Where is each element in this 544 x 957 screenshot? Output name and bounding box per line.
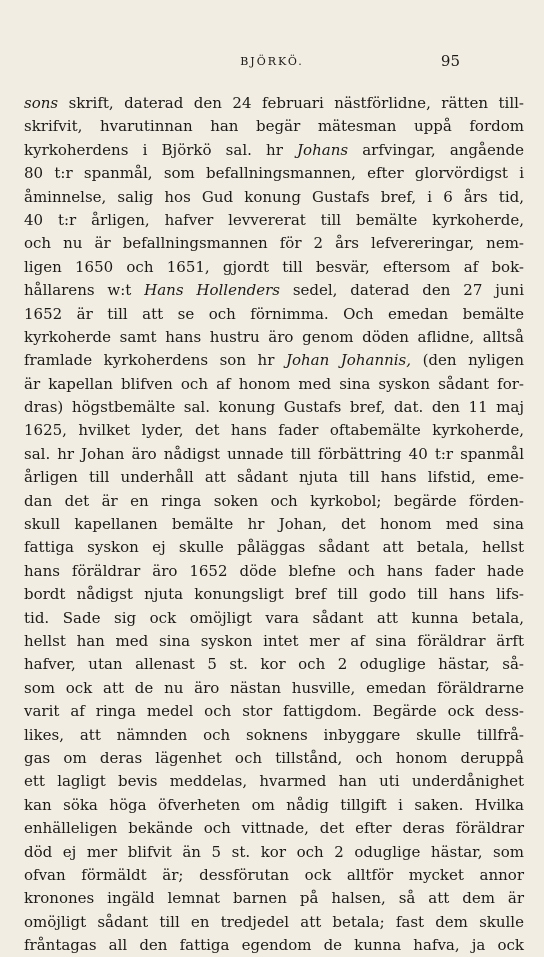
text-run: död ej mer blifvit än 5 st. kor och 2 oduglige hästar, som	[24, 842, 524, 861]
text-run: likes, att nämnden och soknens inbyggare skulle tillfrå-	[24, 725, 524, 744]
text-run: och nu är befallningsmannen för 2 års lefvereringar, nem-	[24, 234, 524, 253]
text-run: skull kapellanen bemälte hr Johan, det honom med sina	[24, 515, 524, 534]
text-line	[24, 349, 524, 372]
text-run: arfvingar, angående	[348, 140, 524, 159]
text-line	[24, 817, 524, 840]
text-line	[24, 396, 524, 419]
text-line	[24, 92, 524, 115]
text-run: sedel, daterad den 27 juni	[279, 281, 524, 300]
text-line	[24, 911, 524, 934]
text-line	[24, 139, 524, 162]
text-line	[24, 279, 524, 302]
text-line	[24, 466, 524, 489]
text-line	[24, 373, 524, 396]
text-run: dras) högstbemälte sal. konung Gustafs bref, dat. den 11 maj	[24, 398, 524, 417]
text-line	[24, 232, 524, 255]
text-line	[24, 653, 524, 676]
text-run: ofvan förmäldt är; dessförutan ock alltför mycket annor	[24, 865, 524, 884]
text-line	[24, 186, 524, 209]
text-run: som ock att de nu äro nästan husville, emedan föräldrarne	[24, 678, 524, 697]
text-line	[24, 303, 524, 326]
text-line	[24, 513, 524, 536]
text-run: 80 t:r spanmål, som befallningsmannen, efter glorvördigst i	[24, 164, 524, 183]
running-head	[0, 52, 544, 72]
italic-text: sons	[24, 94, 59, 112]
text-line	[24, 794, 524, 817]
text-run: gas om deras lägenhet och tillstånd, och honom deruppå	[24, 748, 524, 767]
text-line	[24, 326, 524, 349]
text-line	[24, 560, 524, 583]
text-line	[24, 887, 524, 910]
text-line	[24, 443, 524, 466]
text-line	[24, 115, 524, 138]
text-line	[24, 724, 524, 747]
text-line	[24, 607, 524, 630]
text-run: 1625, hvilket lyder, det hans fader oftabemälte kyrkoherde,	[24, 421, 524, 440]
text-run: kyrkoherde samt hans hustru äro genom döden aflidne, alltså	[24, 327, 524, 346]
text-run: dan det är en ringa soken och kyrkobol; begärde förden-	[24, 491, 524, 510]
text-line	[24, 864, 524, 887]
text-run: skrifvit, hvarutinnan han begär mätesman uppå fordom	[24, 117, 524, 136]
text-line	[24, 490, 524, 513]
text-line	[24, 677, 524, 700]
text-line	[24, 770, 524, 793]
body-text	[24, 92, 524, 957]
text-run: fattiga syskon ej skulle påläggas sådant att betala, hellst	[24, 538, 524, 557]
text-run: är kapellan blifven och af honom med sina syskon sådant for-	[24, 374, 524, 393]
text-run: varit af ringa medel och stor fattigdom. Begärde ock dess-	[24, 702, 524, 721]
text-run: kyrkoherdens i Björkö sal. hr	[24, 140, 298, 159]
text-run: hållarens w:t	[24, 281, 145, 300]
text-run: 1652 är till att se och förnimma. Och emedan bemälte	[24, 304, 524, 323]
text-run: årligen till underhåll att sådant njuta till hans lifstid, eme-	[24, 468, 524, 487]
text-run: hellst han med sina syskon intet mer af sina föräldrar ärft	[24, 631, 524, 650]
text-run: tid. Sade sig ock omöjligt vara sådant att kunna betala,	[24, 608, 524, 627]
text-line	[24, 209, 524, 232]
text-line	[24, 536, 524, 559]
text-run: ett lagligt bevis meddelas, hvarmed han uti underdånighet	[24, 772, 524, 791]
page-number: 95	[440, 52, 460, 70]
italic-text: Johan Johannis,	[285, 351, 412, 370]
text-run: enhälleligen bekände och vittnade, det efter deras föräldrar	[24, 819, 524, 838]
text-run: hans föräldrar äro 1652 döde blefne och hans fader hade	[24, 561, 524, 580]
text-run: framlade kyrkoherdens son hr	[24, 351, 286, 370]
text-run: fråntagas all den fattiga egendom de kunna hafva, ja ock	[24, 936, 524, 955]
text-run: kan söka höga öfverheten om nådig tillgift i saken. Hvilka	[24, 795, 524, 814]
text-line	[24, 630, 524, 653]
text-line	[24, 747, 524, 770]
text-run: kronones ingäld lemnat barnen på halsen, så att dem är	[24, 889, 524, 908]
text-line	[24, 419, 524, 442]
italic-text: Johans	[297, 140, 349, 159]
text-run: hafver, utan allenast 5 st. kor och 2 oduglige hästar, så-	[24, 655, 524, 674]
text-run: (den nyligen	[411, 351, 524, 370]
text-line	[24, 256, 524, 279]
text-run: sal. hr Johan äro nådigst unnade till förbättring 40 t:r spanmål	[24, 444, 524, 463]
text-line	[24, 162, 524, 185]
text-run: ligen 1650 och 1651, gjordt till besvär, eftersom af bok-	[24, 257, 524, 276]
text-line	[24, 841, 524, 864]
text-line	[24, 583, 524, 606]
text-line	[24, 700, 524, 723]
text-run: åminnelse, salig hos Gud konung Gustafs bref, i 6 års tid,	[24, 187, 524, 206]
text-run: bordt nådigst njuta konungsligt bref till godo till hans lifs-	[24, 585, 524, 604]
text-run: 40 t:r årligen, hafver levvererat till bemälte kyrkoherde,	[24, 210, 524, 229]
running-title: BJÖRKÖ.	[240, 55, 304, 68]
italic-text: Hans Hollenders	[144, 281, 280, 300]
text-run: skrift, daterad den 24 februari nästförlidne, rätten till-	[58, 94, 524, 112]
text-run: omöjligt sådant till en tredjedel att betala; fast dem skulle	[24, 912, 524, 931]
